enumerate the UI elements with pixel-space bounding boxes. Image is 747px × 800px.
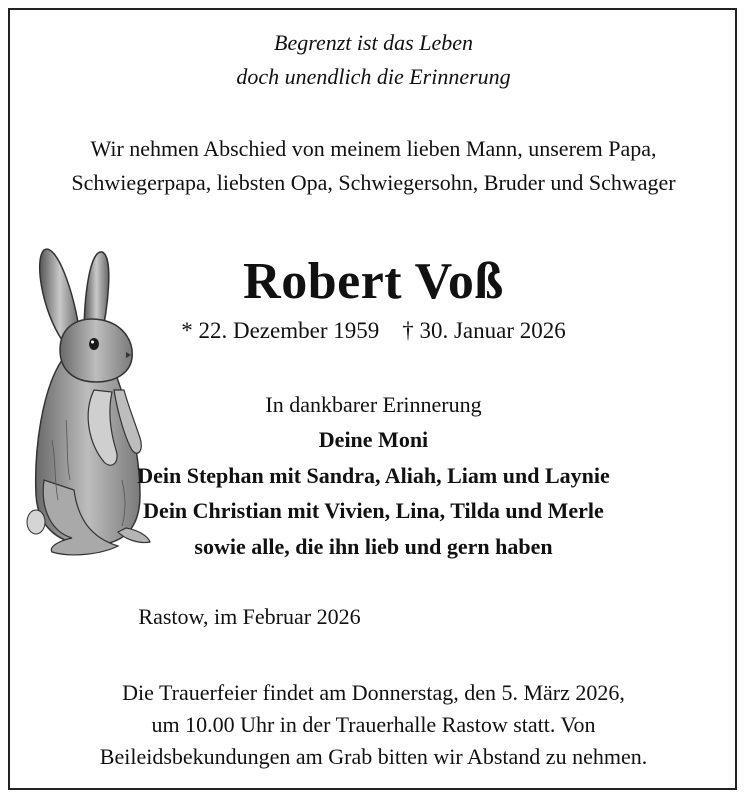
- motto-line-1: Begrenzt ist das Leben: [274, 30, 473, 55]
- intro-line-2: Schwiegerpapa, liebsten Opa, Schwiegersohn, Bruder und Schwager: [71, 170, 676, 195]
- life-dates: [0, 318, 747, 344]
- mourner-line: Deine Moni: [318, 427, 429, 452]
- mourners-heading: In dankbarer Erinnerung: [265, 392, 482, 417]
- mourner-line: sowie alle, die ihn lieb und gern haben: [194, 534, 553, 559]
- death-date: † 30. Januar 2026: [402, 318, 566, 343]
- motto-line-2: doch unendlich die Erinnerung: [236, 64, 511, 89]
- funeral-line-3: Beileidsbekundungen am Grab bitten wir Abstand zu nehmen.: [99, 744, 648, 769]
- birth-date: * 22. Dezember 1959: [181, 318, 380, 343]
- deceased-name: Robert Voß: [243, 253, 504, 310]
- intro-line-1: Wir nehmen Abschied von meinem lieben Mann, unserem Papa,: [90, 136, 657, 161]
- funeral-line-1: Die Trauerfeier findet am Donnerstag, den 5. März 2026,: [122, 680, 625, 705]
- funeral-line-2: um 10.00 Uhr in der Trauerhalle Rastow statt. Von: [151, 712, 596, 737]
- mourner-line: Dein Christian mit Vivien, Lina, Tilda und Merle: [143, 498, 604, 523]
- place-date: Rastow, im Februar 2026: [138, 604, 361, 629]
- mourner-line: Dein Stephan mit Sandra, Aliah, Liam und Laynie: [137, 463, 610, 488]
